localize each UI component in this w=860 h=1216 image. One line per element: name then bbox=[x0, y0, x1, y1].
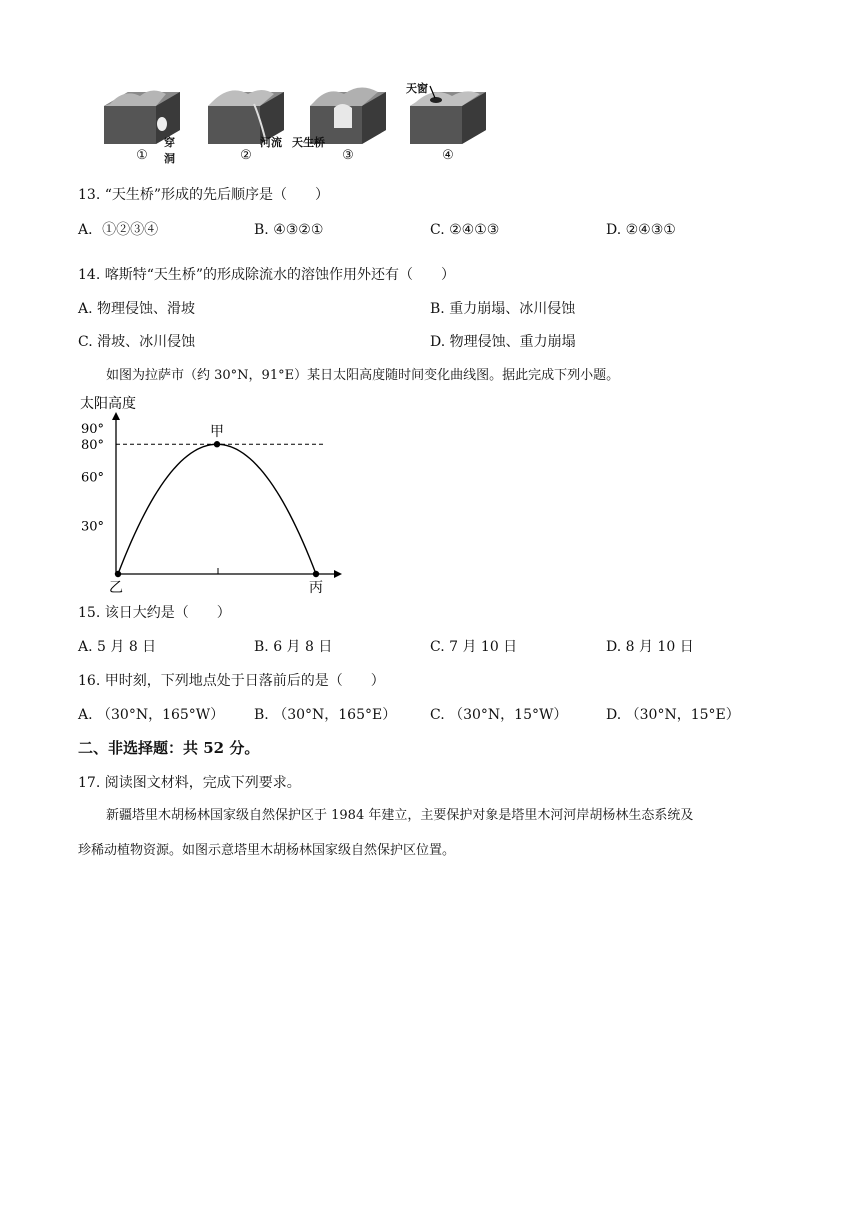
block-4-number: ④ bbox=[442, 148, 454, 163]
block-2-label: 河流 bbox=[260, 136, 282, 149]
block-diagram-3 bbox=[292, 78, 390, 172]
q15-option-b[interactable]: B. 6 月 8 日 bbox=[254, 639, 333, 655]
q14-option-a[interactable]: A. 物理侵蚀、滑坡 bbox=[78, 301, 196, 317]
sun-altitude-chart-svg bbox=[78, 392, 348, 598]
chart-y-axis-arrow bbox=[112, 412, 120, 420]
q15-option-c[interactable]: C. 7 月 10 日 bbox=[430, 639, 518, 655]
q16-option-b[interactable]: B. （30°N，165°E） bbox=[254, 707, 397, 723]
block-2-number: ② bbox=[240, 148, 252, 163]
q14-option-c[interactable]: C. 滑坡、冰川侵蚀 bbox=[78, 334, 196, 350]
block-1-number: ① bbox=[136, 148, 148, 163]
section-2-heading: 二、非选择题：共 52 分。 bbox=[78, 739, 260, 757]
chart-label-noon: 甲 bbox=[210, 424, 224, 441]
q17-paragraph-line-1: 新疆塔里木胡杨林国家级自然保护区于 1984 年建立，主要保护对象是塔里木河河岸胡杨林生态系统及 bbox=[106, 808, 694, 823]
block-4-label: 天窗 bbox=[406, 82, 428, 95]
block-diagram-2 bbox=[204, 78, 288, 172]
q16-option-a[interactable]: A. （30°N，165°W） bbox=[78, 707, 225, 723]
sun-altitude-chart bbox=[78, 392, 348, 598]
block-diagram-1 bbox=[100, 78, 184, 172]
chart-y-tick-label: 80° bbox=[80, 438, 104, 454]
q16-option-c[interactable]: C. （30°N，15°W） bbox=[430, 707, 568, 723]
q13-option-c[interactable]: C. ②④①③ bbox=[430, 222, 500, 238]
chart-series-line bbox=[118, 444, 316, 574]
q14-stem: 14. 喀斯特“天生桥”的形成除流水的溶蚀作用外还有（ ） bbox=[78, 267, 456, 283]
chart-y-tick-label: 60° bbox=[80, 470, 104, 486]
q16-option-d[interactable]: D. （30°N，15°E） bbox=[606, 707, 740, 723]
chart-x-axis-arrow bbox=[334, 570, 342, 578]
chart-y-tick-label: 30° bbox=[80, 519, 104, 535]
q17-stem: 17. 阅读图文材料，完成下列要求。 bbox=[78, 775, 301, 791]
q13-option-a[interactable]: A．①②③④ bbox=[78, 222, 159, 238]
block-1-label: 穿洞 bbox=[164, 136, 175, 165]
karst-block-diagrams bbox=[100, 78, 500, 172]
q17-paragraph-line-2: 珍稀动植物资源。如图示意塔里木胡杨林国家级自然保护区位置。 bbox=[78, 843, 456, 858]
q15-stem: 15. 该日大约是（ ） bbox=[78, 605, 231, 621]
chart-ylabel: 太阳高度 bbox=[80, 396, 136, 412]
q13-option-b[interactable]: B. ④③②① bbox=[254, 222, 324, 238]
block-diagram-4 bbox=[406, 78, 490, 172]
block-3-label: 天生桥 bbox=[292, 136, 325, 149]
q14-option-d[interactable]: D. 物理侵蚀、重力崩塌 bbox=[430, 334, 576, 350]
q13-stem: 13. “天生桥”形成的先后顺序是（ ） bbox=[78, 187, 330, 203]
chart-peak-point bbox=[214, 441, 220, 447]
chart-sunset-point bbox=[313, 571, 319, 577]
chart-y-tick-label: 90° bbox=[80, 422, 104, 437]
q14-option-b[interactable]: B. 重力崩塌、冰川侵蚀 bbox=[430, 301, 576, 317]
chart-label-sunrise: 乙 bbox=[109, 580, 123, 596]
intro-15-16: 如图为拉萨市（约 30°N，91°E）某日太阳高度随时间变化曲线图。据此完成下列小题。 bbox=[106, 368, 620, 383]
q15-option-a[interactable]: A. 5 月 8 日 bbox=[78, 639, 157, 655]
block-3-number: ③ bbox=[342, 148, 354, 163]
chart-label-sunset: 丙 bbox=[309, 580, 323, 596]
q15-option-d[interactable]: D. 8 月 10 日 bbox=[606, 639, 694, 655]
q13-option-d[interactable]: D. ②④③① bbox=[606, 222, 676, 238]
q16-stem: 16. 甲时刻，下列地点处于日落前后的是（ ） bbox=[78, 673, 385, 689]
chart-sunrise-point bbox=[115, 571, 121, 577]
